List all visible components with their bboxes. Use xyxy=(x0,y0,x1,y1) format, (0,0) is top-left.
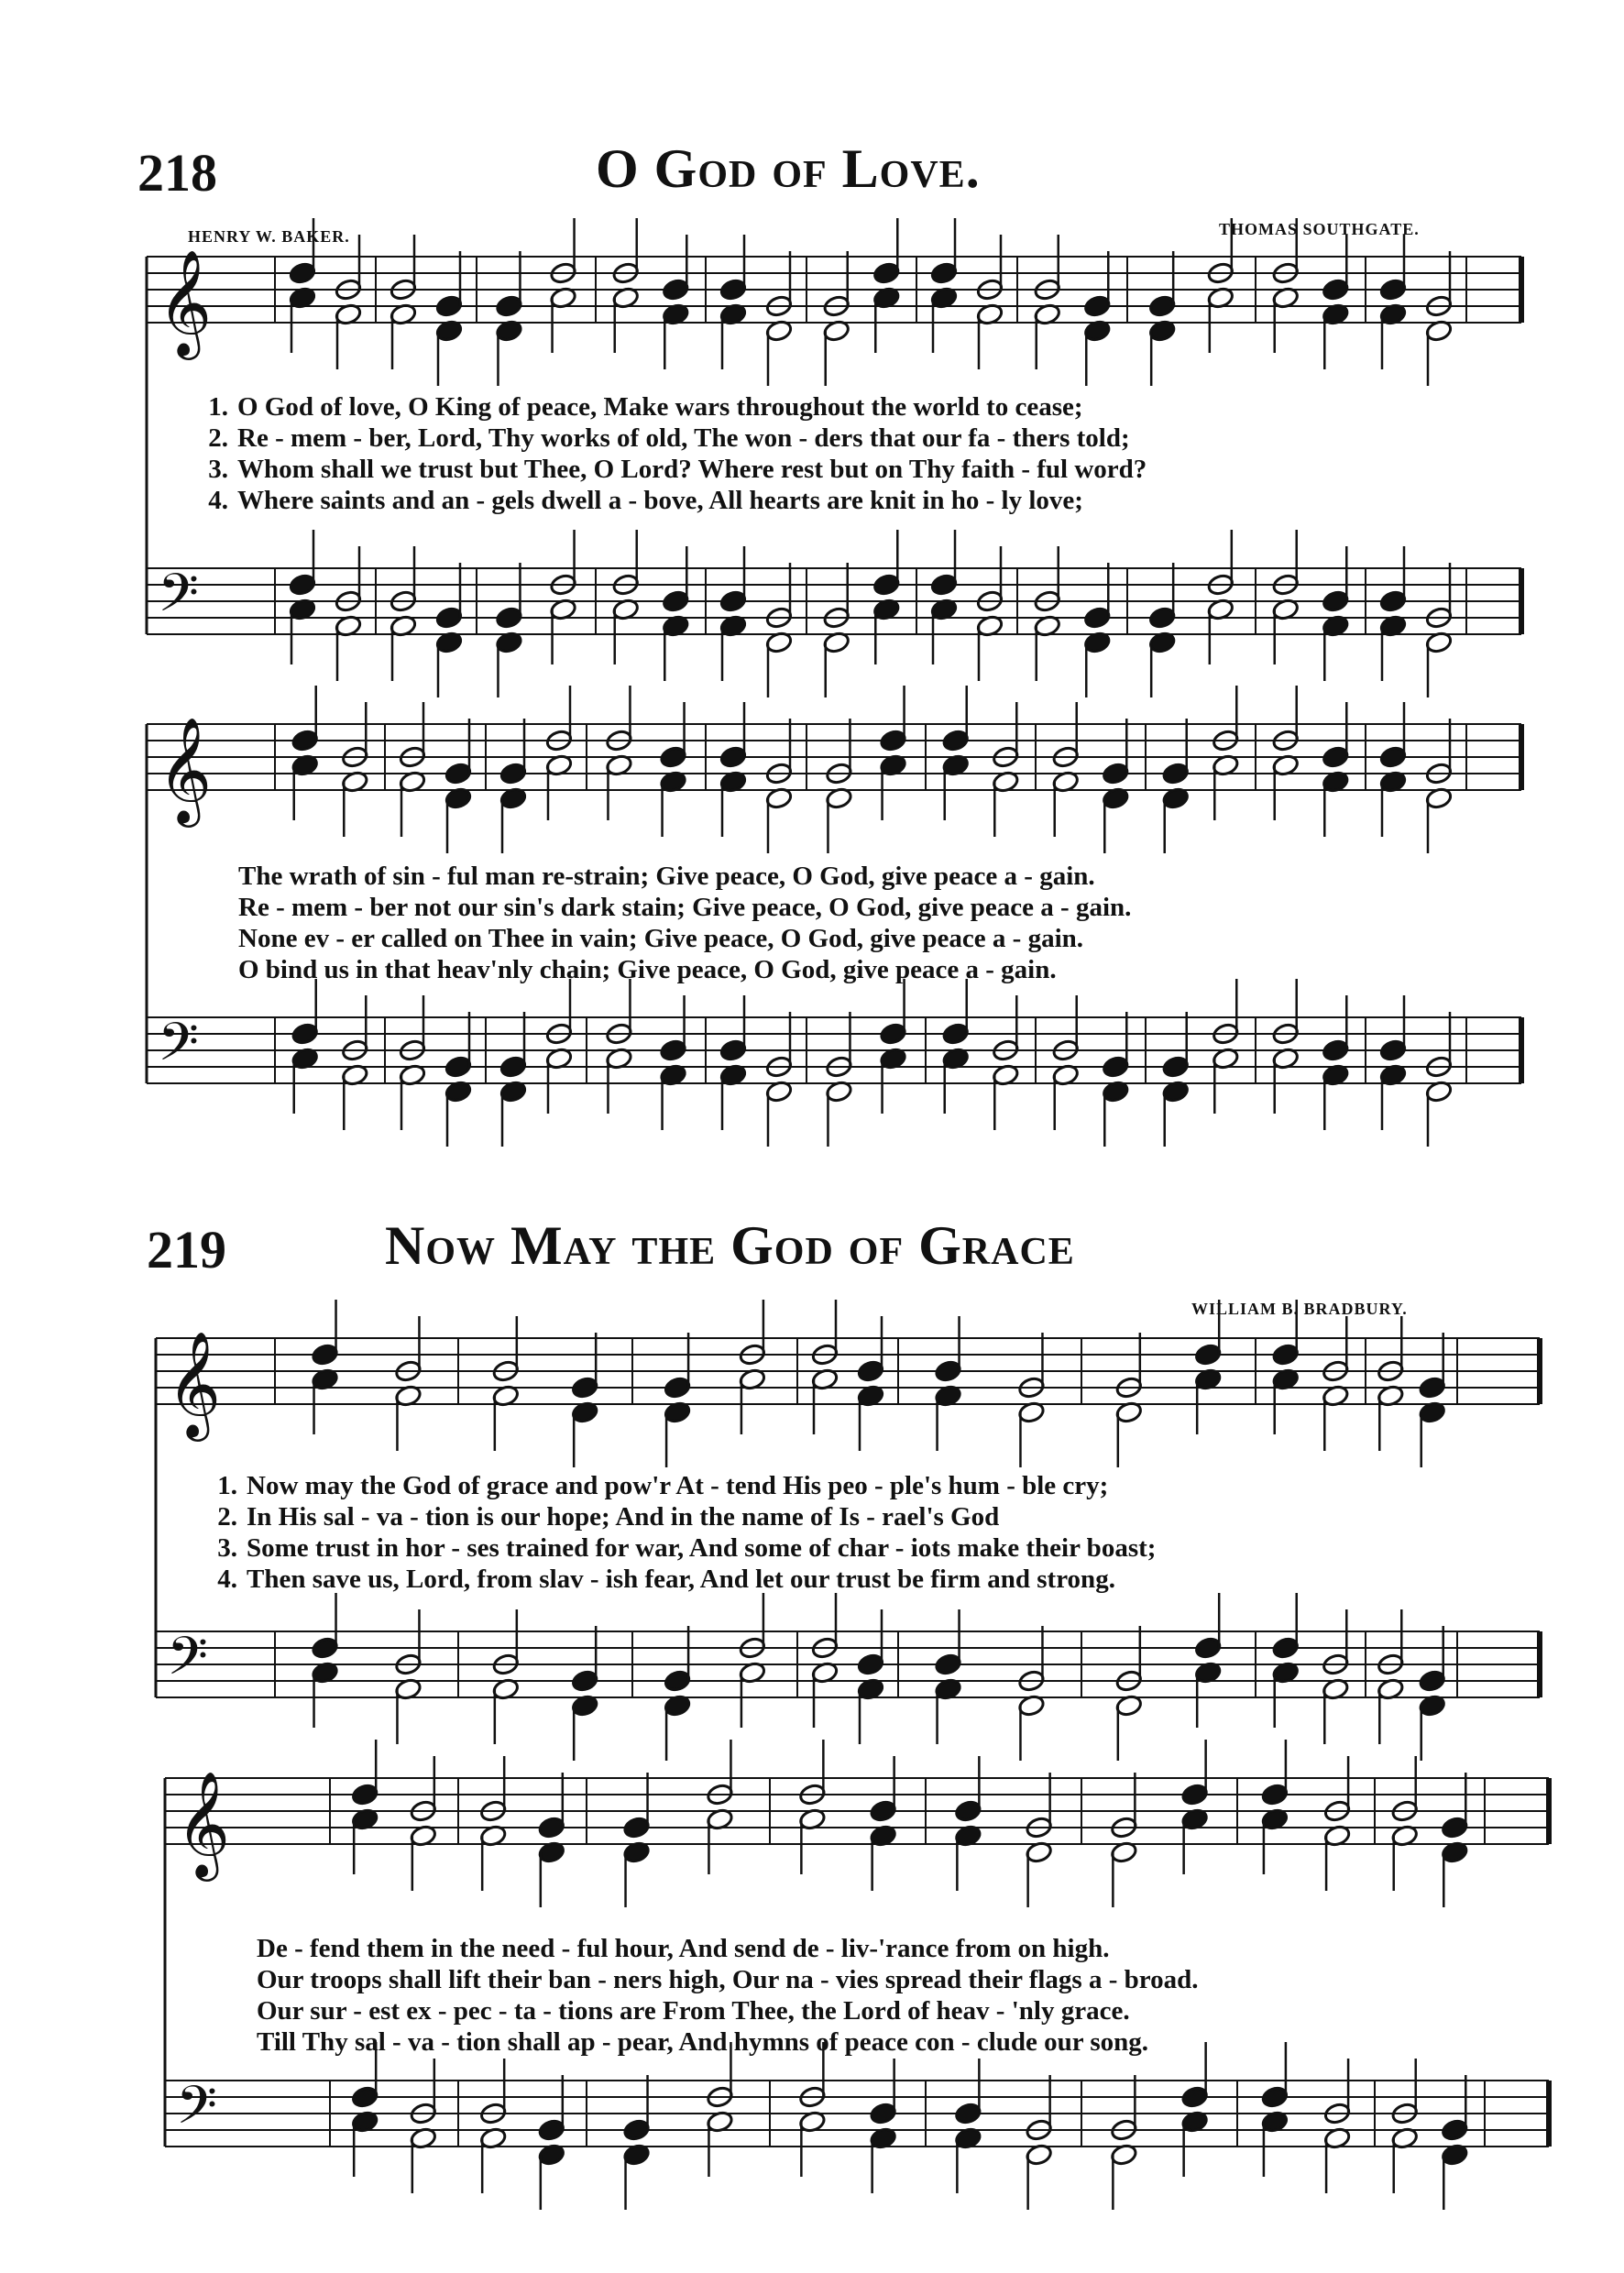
notehead xyxy=(1271,1636,1300,1660)
notehead xyxy=(659,745,687,769)
notehead xyxy=(351,2085,379,2109)
bass-clef: 𝄢 xyxy=(167,1625,209,1700)
notehead xyxy=(857,1653,885,1676)
notehead xyxy=(495,294,523,318)
lyric-text: Now may the God of grace and pow'r At - tend His peo - ple's hum - ble cry; xyxy=(247,1471,1109,1500)
notehead xyxy=(622,1816,651,1839)
lyric-text: De - fend them in the need - ful hour, And send de - liv-'rance from on high. xyxy=(257,1934,1110,1963)
notehead xyxy=(1322,589,1350,613)
notehead xyxy=(1441,2118,1469,2142)
hymn-218-line1-verse-2 xyxy=(197,423,1130,454)
lyric-text: None ev - er called on Thee in vain; Give peace, O God, give peace a - gain. xyxy=(238,924,1084,953)
hymn-219-line1-verse-2 xyxy=(206,1502,999,1532)
notehead xyxy=(351,1783,379,1806)
hymn-title-219: Now May the God of Grace xyxy=(385,1215,1075,1276)
notehead xyxy=(1083,606,1112,630)
verse-number: 3. xyxy=(208,455,228,484)
notehead xyxy=(1161,762,1190,785)
notehead xyxy=(571,1669,599,1693)
notehead xyxy=(1161,1055,1190,1079)
notehead xyxy=(1102,762,1130,785)
notehead xyxy=(1271,1343,1300,1367)
notehead xyxy=(1322,1038,1350,1062)
notehead xyxy=(1322,745,1350,769)
hymn-218-line2-verse-4 xyxy=(238,955,1057,985)
notehead xyxy=(664,1376,692,1400)
bass-clef: 𝄢 xyxy=(158,562,200,637)
notehead xyxy=(659,1038,687,1062)
notehead xyxy=(934,1653,962,1676)
hymn-218-line2-verse-3 xyxy=(238,924,1083,954)
notehead xyxy=(289,261,317,285)
hymn-219-line2-verse-3 xyxy=(257,1996,1130,2026)
notehead xyxy=(1379,589,1408,613)
notehead xyxy=(1379,1038,1408,1062)
hymn-218-line2-verse-2 xyxy=(238,893,1131,923)
notehead xyxy=(872,573,901,597)
verse-number: 4. xyxy=(217,1565,237,1594)
notehead xyxy=(538,1816,566,1839)
notehead xyxy=(954,2102,982,2125)
music-credit-219: WILLIAM B. BRADBURY. xyxy=(1191,1300,1408,1318)
treble-clef: 𝄞 xyxy=(158,716,213,823)
notehead xyxy=(941,729,970,752)
notehead xyxy=(1194,1343,1223,1367)
notehead xyxy=(622,2118,651,2142)
lyric-text: Re - mem - ber not our sin's dark stain; Give peace, O God, give peace a - gain. xyxy=(238,893,1132,922)
notehead xyxy=(435,294,464,318)
lyric-text: Our sur - est ex - pec - ta - tions are From Thee, the Lord of heav - 'nly grace. xyxy=(257,1996,1130,2026)
treble-clef: 𝄞 xyxy=(176,1770,231,1877)
hymn-218-line1-verse-4 xyxy=(197,486,1083,516)
notehead xyxy=(1180,2085,1209,2109)
lyric-text: O bind us in that heav'nly chain; Give peace, O God, give peace a - gain. xyxy=(238,955,1057,984)
verse-number: 3. xyxy=(217,1533,237,1563)
notehead xyxy=(311,1636,339,1660)
notehead xyxy=(1379,745,1408,769)
hymn-218-line1-verse-1 xyxy=(197,392,1083,423)
notehead xyxy=(1148,606,1177,630)
verse-number: 4. xyxy=(208,486,228,515)
notehead xyxy=(289,573,317,597)
notehead xyxy=(1148,294,1177,318)
notehead xyxy=(1261,2085,1289,2109)
hymn-number-219: 219 xyxy=(147,1220,226,1279)
notehead xyxy=(869,2102,897,2125)
notehead xyxy=(934,1359,962,1383)
lyric-text: In His sal - va - tion is our hope; And in the name of Is - rael's God xyxy=(247,1502,1000,1532)
notehead xyxy=(869,1799,897,1823)
notehead xyxy=(664,1669,692,1693)
notehead xyxy=(719,745,748,769)
notehead xyxy=(291,729,319,752)
notehead xyxy=(1379,278,1408,302)
notehead xyxy=(1322,278,1350,302)
lyric-text: The wrath of sin - ful man re-strain; Give peace, O God, give peace a - gain. xyxy=(238,862,1095,891)
notehead xyxy=(1418,1376,1446,1400)
notehead xyxy=(571,1376,599,1400)
notehead xyxy=(444,1055,473,1079)
verse-number: 2. xyxy=(217,1502,237,1532)
notehead xyxy=(1102,1055,1130,1079)
treble-clef: 𝄞 xyxy=(167,1330,222,1437)
hymn-218-line1-verse-3 xyxy=(197,455,1147,485)
lyric-text: Where saints and an - gels dwell a - bove, All hearts are knit in ho - ly love; xyxy=(237,486,1083,515)
hymn-number-218: 218 xyxy=(137,143,217,203)
notehead xyxy=(857,1359,885,1383)
bass-clef: 𝄢 xyxy=(158,1011,200,1086)
notehead xyxy=(1194,1636,1223,1660)
notehead xyxy=(872,261,901,285)
verse-number: 1. xyxy=(217,1471,237,1500)
notehead xyxy=(879,1022,907,1046)
notehead xyxy=(719,278,748,302)
treble-clef: 𝄞 xyxy=(158,248,213,356)
lyric-text: Till Thy sal - va - tion shall ap - pear, And hymns of peace con - clude our song. xyxy=(257,2027,1149,2057)
hymn-219-line1-verse-4 xyxy=(206,1565,1115,1595)
notehead xyxy=(930,573,959,597)
notehead xyxy=(1083,294,1112,318)
notehead xyxy=(719,1038,748,1062)
hymn-title-218: O God of Love. xyxy=(596,138,981,199)
notehead xyxy=(311,1343,339,1367)
notehead xyxy=(499,1055,528,1079)
hymn-219-line2-verse-2 xyxy=(257,1965,1198,1995)
hymn-218-line2-verse-1 xyxy=(238,862,1095,892)
notehead xyxy=(930,261,959,285)
hymn-219-line2-verse-1 xyxy=(257,1934,1109,1964)
notehead xyxy=(291,1022,319,1046)
notehead xyxy=(662,589,690,613)
music-credit-218: THOMAS SOUTHGATE. xyxy=(1219,220,1420,238)
hymn-219-line1-verse-1 xyxy=(206,1471,1108,1501)
lyric-text: Our troops shall lift their ban - ners high, Our na - vies spread their flags a - broad. xyxy=(257,1965,1199,1994)
notehead xyxy=(1261,1783,1289,1806)
notehead xyxy=(444,762,473,785)
lyric-text: Whom shall we trust but Thee, O Lord? Where rest but on Thy faith - ful word? xyxy=(237,455,1147,484)
lyric-text: Some trust in hor - ses trained for war, And some of char - iots make their boast; xyxy=(247,1533,1157,1563)
notehead xyxy=(719,589,748,613)
bass-clef: 𝄢 xyxy=(176,2074,218,2149)
lyric-text: Re - mem - ber, Lord, Thy works of old, The won - ders that our fa - thers told; xyxy=(237,423,1130,453)
lyric-text: O God of love, O King of peace, Make wars throughout the world to cease; xyxy=(237,392,1083,422)
notehead xyxy=(954,1799,982,1823)
notehead xyxy=(495,606,523,630)
notehead xyxy=(435,606,464,630)
notehead xyxy=(879,729,907,752)
notehead xyxy=(662,278,690,302)
verse-number: 2. xyxy=(208,423,228,453)
notehead xyxy=(499,762,528,785)
words-credit-218: HENRY W. BAKER. xyxy=(188,227,350,246)
hymn-219-line1-verse-3 xyxy=(206,1533,1156,1564)
notehead xyxy=(538,2118,566,2142)
notehead xyxy=(1441,1816,1469,1839)
verse-number: 1. xyxy=(208,392,228,422)
hymn-219-line2-verse-4 xyxy=(257,2027,1148,2058)
lyric-text: Then save us, Lord, from slav - ish fear, And let our trust be firm and strong. xyxy=(247,1565,1115,1594)
notehead xyxy=(941,1022,970,1046)
notehead xyxy=(1180,1783,1209,1806)
notehead xyxy=(1418,1669,1446,1693)
